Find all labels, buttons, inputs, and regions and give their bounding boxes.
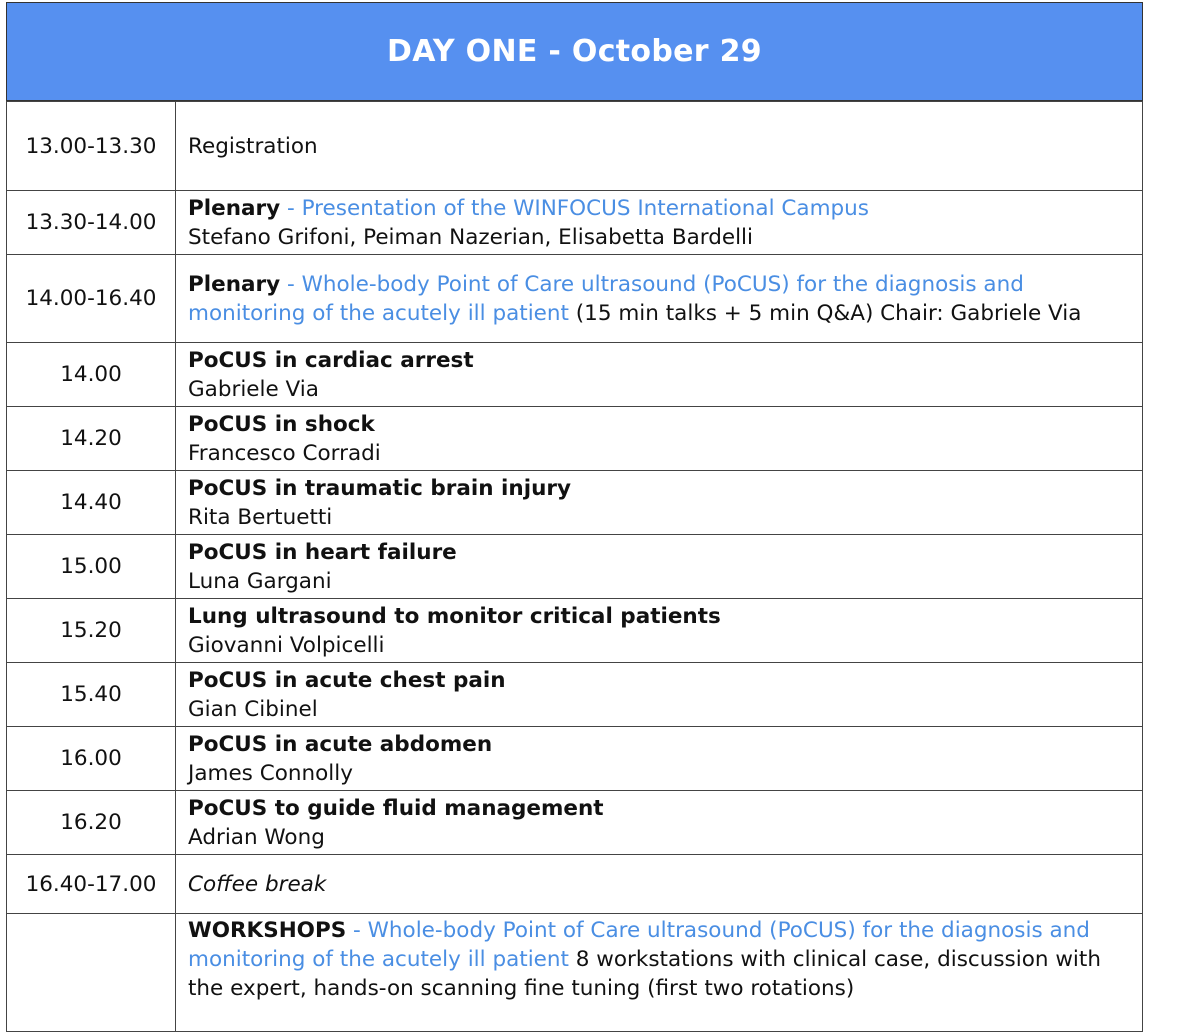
talk-title: PoCUS in acute abdomen bbox=[188, 731, 493, 757]
table-row bbox=[7, 663, 1143, 727]
talk-cell bbox=[176, 343, 1143, 407]
time-cell: 14.20 bbox=[7, 407, 176, 471]
talk-cell bbox=[176, 727, 1143, 791]
table-row bbox=[7, 102, 1143, 191]
time-cell: 15.40 bbox=[7, 663, 176, 727]
talk-title: PoCUS in shock bbox=[188, 411, 375, 437]
talk-title: PoCUS in acute chest pain bbox=[188, 667, 506, 693]
talk-speaker: Gabriele Via bbox=[188, 376, 319, 402]
talk-speaker: Giovanni Volpicelli bbox=[188, 632, 385, 658]
table-row bbox=[7, 407, 1143, 471]
talk-cell bbox=[176, 535, 1143, 599]
session-type: WORKSHOPS bbox=[188, 918, 347, 943]
time-cell: 14.00-16.40 bbox=[7, 255, 176, 343]
session-text: Coffee break bbox=[188, 871, 327, 897]
time-cell: 13.30-14.00 bbox=[7, 191, 176, 255]
table-row bbox=[7, 535, 1143, 599]
talk-title: Lung ultrasound to monitor critical patients bbox=[188, 603, 721, 629]
table-row bbox=[7, 471, 1143, 535]
time-cell: 14.00 bbox=[7, 343, 176, 407]
session-cell bbox=[176, 255, 1143, 343]
session-separator: - bbox=[280, 271, 302, 297]
session-cell bbox=[176, 191, 1143, 255]
session-title-link: Presentation of the WINFOCUS International Campus bbox=[301, 195, 869, 221]
talk-speaker: James Connolly bbox=[188, 760, 353, 786]
session-cell bbox=[176, 855, 1143, 914]
table-row bbox=[7, 914, 1143, 1032]
talk-title: PoCUS in heart failure bbox=[188, 539, 457, 565]
talk-speaker: Rita Bertuetti bbox=[188, 504, 333, 530]
session-separator: - bbox=[280, 195, 302, 221]
session-details: 8 workstations with clinical case, discussion with the expert, hands-on scanning fine tuning (first two rotations) bbox=[188, 947, 1101, 1001]
time-cell: 13.00-13.30 bbox=[7, 102, 176, 191]
day-title: DAY ONE - October 29 bbox=[387, 34, 762, 69]
session-speakers: Stefano Grifoni, Peiman Nazerian, Elisabetta Bardelli bbox=[188, 224, 753, 250]
talk-cell bbox=[176, 663, 1143, 727]
session-details: (15 min talks + 5 min Q&A) Chair: Gabriele Via bbox=[568, 300, 1082, 326]
talk-title: PoCUS in traumatic brain injury bbox=[188, 475, 572, 501]
table-row bbox=[7, 255, 1143, 343]
time-cell: 15.00 bbox=[7, 535, 176, 599]
talk-speaker: Francesco Corradi bbox=[188, 440, 381, 466]
talk-cell bbox=[176, 407, 1143, 471]
session-type: Plenary bbox=[188, 271, 281, 297]
time-cell: 16.40-17.00 bbox=[7, 855, 176, 914]
table-row bbox=[7, 855, 1143, 914]
session-text: Registration bbox=[188, 133, 318, 159]
schedule-table bbox=[6, 101, 1143, 1032]
time-cell: 16.00 bbox=[7, 727, 176, 791]
session-separator: - bbox=[346, 918, 368, 943]
time-cell: 16.20 bbox=[7, 791, 176, 855]
time-cell bbox=[7, 914, 176, 1032]
time-cell: 15.20 bbox=[7, 599, 176, 663]
table-row bbox=[7, 727, 1143, 791]
time-cell: 14.40 bbox=[7, 471, 176, 535]
table-row bbox=[7, 599, 1143, 663]
talk-title: PoCUS to guide fluid management bbox=[188, 795, 604, 821]
talk-speaker: Luna Gargani bbox=[188, 568, 332, 594]
session-title-link: Whole-body Point of Care ultrasound (PoCUS) for the diagnosis and monitoring of the acutely ill patient bbox=[188, 271, 1024, 326]
talk-cell bbox=[176, 599, 1143, 663]
talk-speaker: Gian Cibinel bbox=[188, 696, 318, 722]
session-type: Plenary bbox=[188, 195, 281, 221]
talk-cell bbox=[176, 791, 1143, 855]
table-row bbox=[7, 343, 1143, 407]
session-cell bbox=[176, 102, 1143, 191]
talk-cell bbox=[176, 471, 1143, 535]
day-header bbox=[6, 2, 1143, 101]
talk-title: PoCUS in cardiac arrest bbox=[188, 347, 474, 373]
table-row bbox=[7, 191, 1143, 255]
table-row bbox=[7, 791, 1143, 855]
talk-speaker: Adrian Wong bbox=[188, 824, 325, 850]
session-cell bbox=[176, 914, 1143, 1032]
session-title-link: Whole-body Point of Care ultrasound (PoCUS) for the diagnosis and monitoring of the acutely ill patient bbox=[188, 918, 1090, 972]
